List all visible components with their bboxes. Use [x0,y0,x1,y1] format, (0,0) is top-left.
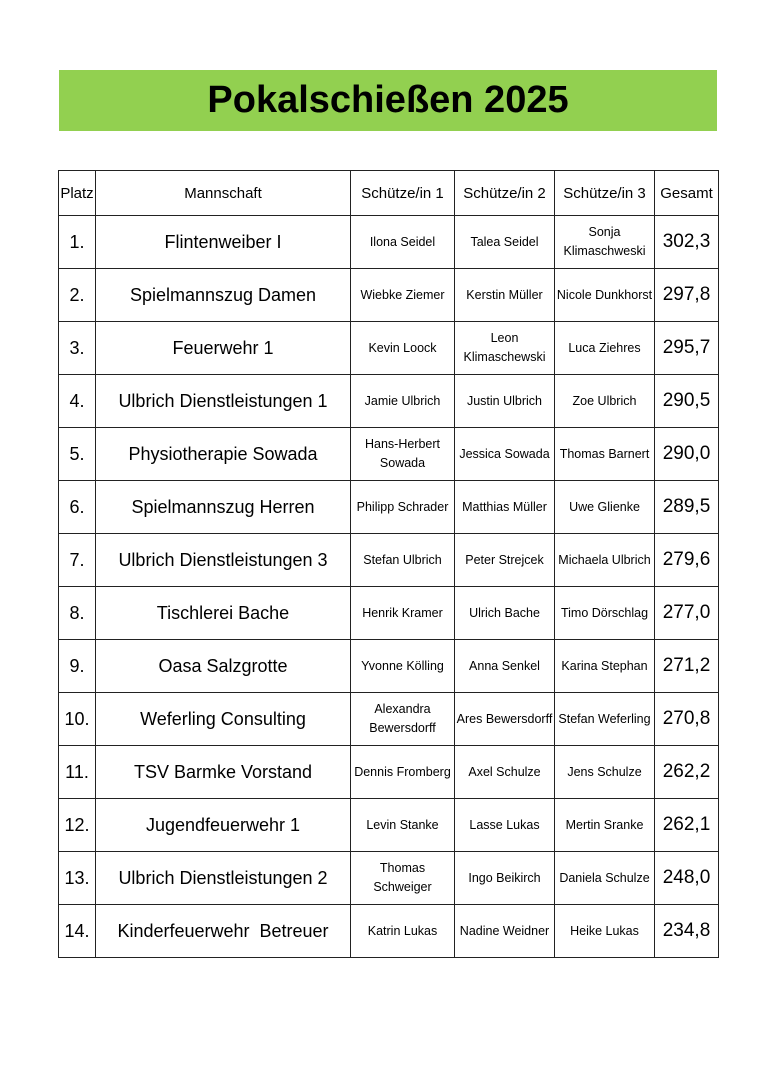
cell-total: 277,0 [655,587,719,640]
cell-shooter-1: Hans-Herbert Sowada [351,428,455,481]
cell-shooter-2: Jessica Sowada [455,428,555,481]
cell-shooter-2: Kerstin Müller [455,269,555,322]
cell-total: 270,8 [655,693,719,746]
cell-total: 297,8 [655,269,719,322]
cell-team: Weferling Consulting [96,693,351,746]
cell-platz: 5. [59,428,96,481]
table-header-row [59,171,719,216]
header-team: Mannschaft [96,171,351,216]
cell-total: 271,2 [655,640,719,693]
cell-shooter-3: Heike Lukas [555,905,655,958]
cell-team: Spielmannszug Damen [96,269,351,322]
cell-total: 289,5 [655,481,719,534]
cell-shooter-1: Levin Stanke [351,799,455,852]
cell-platz: 9. [59,640,96,693]
table-row [59,322,719,375]
cell-team: Ulbrich Dienstleistungen 2 [96,852,351,905]
cell-shooter-3: Zoe Ulbrich [555,375,655,428]
cell-team: TSV Barmke Vorstand [96,746,351,799]
cell-total: 302,3 [655,216,719,269]
cell-shooter-2: Matthias Müller [455,481,555,534]
cell-platz: 8. [59,587,96,640]
cell-shooter-2: Justin Ulbrich [455,375,555,428]
cell-shooter-3: Timo Dörschlag [555,587,655,640]
cell-shooter-3: Michaela Ulbrich [555,534,655,587]
cell-shooter-1: Thomas Schweiger [351,852,455,905]
table-row [59,640,719,693]
cell-platz: 11. [59,746,96,799]
cell-shooter-1: Wiebke Ziemer [351,269,455,322]
cell-shooter-2: Anna Senkel [455,640,555,693]
cell-shooter-2: Axel Schulze [455,746,555,799]
title-banner [59,70,717,131]
cell-platz: 7. [59,534,96,587]
cell-platz: 13. [59,852,96,905]
header-total: Gesamt [655,171,719,216]
cell-team: Feuerwehr 1 [96,322,351,375]
cell-team: Tischlerei Bache [96,587,351,640]
table-row [59,534,719,587]
cell-team: Oasa Salzgrotte [96,640,351,693]
cell-platz: 6. [59,481,96,534]
cell-shooter-3: Luca Ziehres [555,322,655,375]
cell-shooter-3: Daniela Schulze [555,852,655,905]
cell-platz: 12. [59,799,96,852]
table-row [59,746,719,799]
cell-team: Flintenweiber I [96,216,351,269]
cell-total: 248,0 [655,852,719,905]
cell-team: Physiotherapie Sowada [96,428,351,481]
cell-shooter-2: Nadine Weidner [455,905,555,958]
cell-shooter-2: Lasse Lukas [455,799,555,852]
header-platz: Platz [59,171,96,216]
cell-shooter-2: Leon Klimaschewski [455,322,555,375]
table-row [59,799,719,852]
cell-shooter-3: Karina Stephan [555,640,655,693]
table-row [59,587,719,640]
cell-team: Kinderfeuerwehr Betreuer [96,905,351,958]
cell-shooter-1: Henrik Kramer [351,587,455,640]
cell-shooter-3: Stefan Weferling [555,693,655,746]
table-row [59,693,719,746]
cell-shooter-3: Uwe Glienke [555,481,655,534]
cell-shooter-3: Thomas Barnert [555,428,655,481]
header-shooter-1: Schütze/in 1 [351,171,455,216]
cell-shooter-2: Peter Strejcek [455,534,555,587]
results-table [58,170,719,958]
cell-shooter-1: Alexandra Bewersdorff [351,693,455,746]
cell-shooter-1: Dennis Fromberg [351,746,455,799]
cell-shooter-1: Stefan Ulbrich [351,534,455,587]
cell-team: Spielmannszug Herren [96,481,351,534]
header-shooter-3: Schütze/in 3 [555,171,655,216]
header-shooter-2: Schütze/in 2 [455,171,555,216]
cell-team: Ulbrich Dienstleistungen 3 [96,534,351,587]
cell-platz: 4. [59,375,96,428]
cell-shooter-2: Talea Seidel [455,216,555,269]
cell-total: 290,0 [655,428,719,481]
cell-total: 290,5 [655,375,719,428]
cell-team: Jugendfeuerwehr 1 [96,799,351,852]
cell-total: 234,8 [655,905,719,958]
table-row [59,852,719,905]
table-row [59,905,719,958]
table-row [59,375,719,428]
cell-shooter-1: Philipp Schrader [351,481,455,534]
cell-platz: 14. [59,905,96,958]
page-title: Pokalschießen 2025 [207,79,569,121]
cell-shooter-1: Yvonne Kölling [351,640,455,693]
table-row [59,269,719,322]
cell-total: 262,1 [655,799,719,852]
cell-platz: 1. [59,216,96,269]
cell-team: Ulbrich Dienstleistungen 1 [96,375,351,428]
cell-shooter-1: Jamie Ulbrich [351,375,455,428]
cell-shooter-1: Ilona Seidel [351,216,455,269]
cell-platz: 2. [59,269,96,322]
cell-shooter-1: Katrin Lukas [351,905,455,958]
cell-shooter-3: Sonja Klimaschweski [555,216,655,269]
table-row [59,481,719,534]
table-row [59,428,719,481]
cell-shooter-3: Mertin Sranke [555,799,655,852]
cell-total: 279,6 [655,534,719,587]
cell-shooter-2: Ares Bewersdorff [455,693,555,746]
cell-platz: 3. [59,322,96,375]
cell-shooter-1: Kevin Loock [351,322,455,375]
cell-shooter-3: Jens Schulze [555,746,655,799]
cell-platz: 10. [59,693,96,746]
cell-total: 295,7 [655,322,719,375]
cell-shooter-3: Nicole Dunkhorst [555,269,655,322]
cell-shooter-2: Ingo Beikirch [455,852,555,905]
table-row [59,216,719,269]
cell-shooter-2: Ulrich Bache [455,587,555,640]
cell-total: 262,2 [655,746,719,799]
